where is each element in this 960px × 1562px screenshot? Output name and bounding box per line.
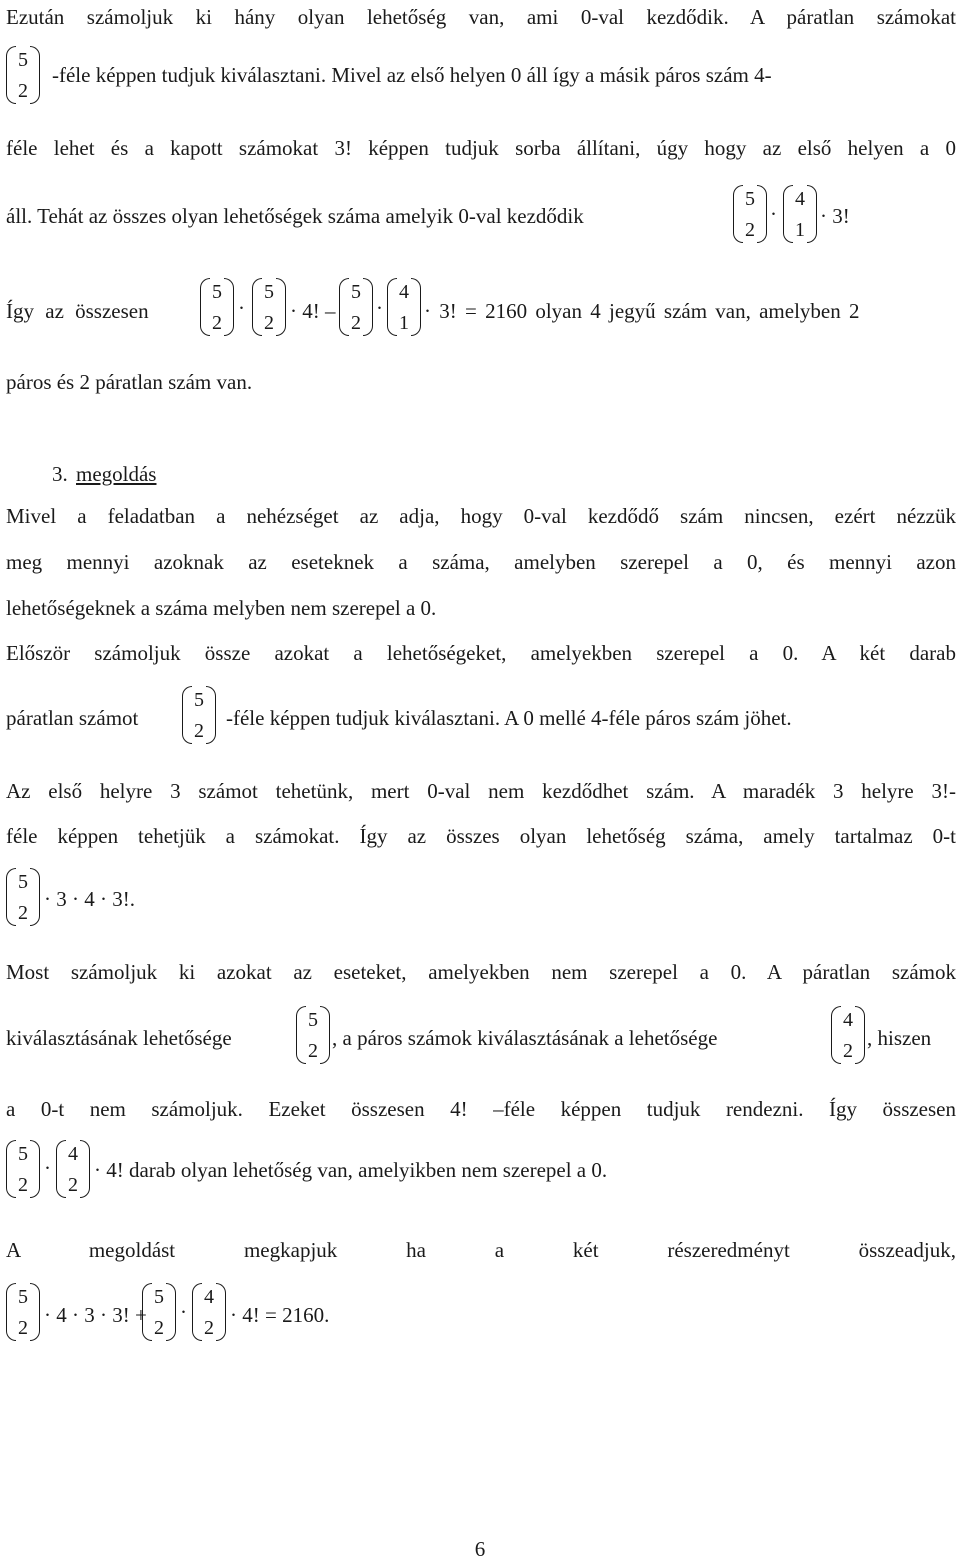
binom-top: 4 (399, 281, 409, 303)
binom-bottom: 1 (399, 312, 409, 334)
binom-bottom: 2 (212, 312, 222, 334)
binomial-coefficient (831, 1006, 865, 1064)
text-line: Ezután számoljuk ki hány olyan lehetőség van, ami 0-val kezdődik. A páratlan számokat (6, 5, 956, 29)
math-expression: · 3! (820, 204, 850, 228)
binomial-coefficient (6, 1140, 40, 1198)
text-line: Először számoljuk össze azokat a lehetőségeket, amelyekben szerepel a 0. A két darab (6, 641, 956, 665)
binomial-coefficient (252, 278, 286, 336)
section-heading: megoldás (76, 462, 157, 486)
binomial-coefficient (200, 278, 234, 336)
binom-top: 5 (18, 49, 28, 71)
text-line: A megoldást megkapjuk ha a két részeredményt összeadjuk, (6, 1238, 956, 1262)
section-number: 3. (52, 462, 68, 486)
binom-bottom: 2 (18, 902, 28, 924)
math-operator: · (44, 1156, 51, 1180)
binomial-coefficient (733, 185, 767, 243)
binom-bottom: 2 (18, 80, 28, 102)
math-operator: · (180, 1300, 187, 1324)
binom-top: 5 (18, 1286, 28, 1308)
text-line: féle képpen tehetjük a számokat. Így az összes olyan lehetőség száma, amely tartalmaz 0-t (6, 824, 956, 848)
binomial-coefficient (56, 1140, 90, 1198)
binom-bottom: 2 (745, 219, 755, 241)
binom-top: 4 (843, 1009, 853, 1031)
binom-top: 5 (308, 1009, 318, 1031)
binom-bottom: 1 (795, 219, 805, 241)
binomial-coefficient (142, 1283, 176, 1341)
text-line: Most számoljuk ki azokat az eseteket, amelyekben nem szerepel a 0. A páratlan számok (6, 960, 956, 984)
math-operator: · (770, 202, 777, 226)
binom-top: 5 (18, 1143, 28, 1165)
binomial-coefficient (6, 1283, 40, 1341)
binom-top: 5 (351, 281, 361, 303)
text-line: · 4! darab olyan lehetőség van, amelyikben nem szerepel a 0. (94, 1158, 608, 1182)
math-expression: · 4! = 2160. (230, 1303, 330, 1327)
binomial-coefficient (339, 278, 373, 336)
binom-bottom: 2 (18, 1317, 28, 1339)
text-line: lehetőségeknek a száma melyben nem szerepel a 0. (6, 596, 437, 620)
binom-top: 5 (264, 281, 274, 303)
text-line: , hiszen (867, 1026, 932, 1050)
binomial-coefficient (387, 278, 421, 336)
page-number: 6 (474, 1537, 486, 1561)
text-line: páros és 2 páratlan szám van. (6, 370, 253, 394)
text-line: Így az összesen (6, 299, 149, 323)
binom-bottom: 2 (18, 1174, 28, 1196)
binom-bottom: 2 (308, 1040, 318, 1062)
text-line: , a páros számok kiválasztásának a lehetősége (332, 1026, 718, 1050)
binom-bottom: 2 (154, 1317, 164, 1339)
binom-top: 4 (795, 188, 805, 210)
text-line: Mivel a feladatban a nehézséget az adja, hogy 0-val kezdődő szám nincsen, ezért nézzük (6, 504, 956, 528)
binom-top: 4 (204, 1286, 214, 1308)
text-line: kiválasztásának lehetősége (6, 1026, 232, 1050)
math-expression: · 3 · 4 · 3!. (44, 887, 135, 911)
binom-top: 5 (212, 281, 222, 303)
math-operator: · (376, 296, 383, 320)
binom-bottom: 2 (194, 720, 204, 742)
binom-bottom: 2 (843, 1040, 853, 1062)
math-operator: · (238, 296, 245, 320)
binom-top: 4 (68, 1143, 78, 1165)
binomial-coefficient (296, 1006, 330, 1064)
math-expression: · 4! – (290, 299, 336, 323)
text-line: féle lehet és a kapott számokat 3! képpen tudjuk sorba állítani, úgy hogy az első helyen a 0 (6, 136, 956, 160)
binomial-coefficient (182, 686, 216, 744)
binom-bottom: 2 (204, 1317, 214, 1339)
binom-top: 5 (18, 871, 28, 893)
binom-bottom: 2 (68, 1174, 78, 1196)
binom-top: 5 (194, 689, 204, 711)
text-line: páratlan számot (6, 706, 139, 730)
binomial-coefficient (192, 1283, 226, 1341)
text-line: -féle képpen tudjuk kiválasztani. Mivel az első helyen 0 áll így a másik páros szám 4- (52, 63, 772, 87)
text-line: Az első helyre 3 számot tehetünk, mert 0-val nem kezdődhet szám. A maradék 3 helyre 3!- (6, 779, 956, 803)
binomial-coefficient (6, 46, 40, 104)
text-line: -féle képpen tudjuk kiválasztani. A 0 mellé 4-féle páros szám jöhet. (226, 706, 792, 730)
binom-top: 5 (745, 188, 755, 210)
text-line: meg mennyi azoknak az eseteknek a száma, amelyben szerepel a 0, és mennyi azon (6, 550, 956, 574)
text-line: áll. Tehát az összes olyan lehetőségek száma amelyik 0-val kezdődik (6, 204, 584, 228)
binomial-coefficient (6, 868, 40, 926)
binom-bottom: 2 (351, 312, 361, 334)
math-expression: · 4 · 3 · 3! + (44, 1303, 147, 1327)
binomial-coefficient (783, 185, 817, 243)
binom-bottom: 2 (264, 312, 274, 334)
math-expression: · 3! = 2160 olyan 4 jegyű szám van, amelyben 2 (424, 299, 860, 323)
text-line: a 0-t nem számoljuk. Ezeket összesen 4! –féle képpen tudjuk rendezni. Így összesen (6, 1097, 956, 1121)
binom-top: 5 (154, 1286, 164, 1308)
